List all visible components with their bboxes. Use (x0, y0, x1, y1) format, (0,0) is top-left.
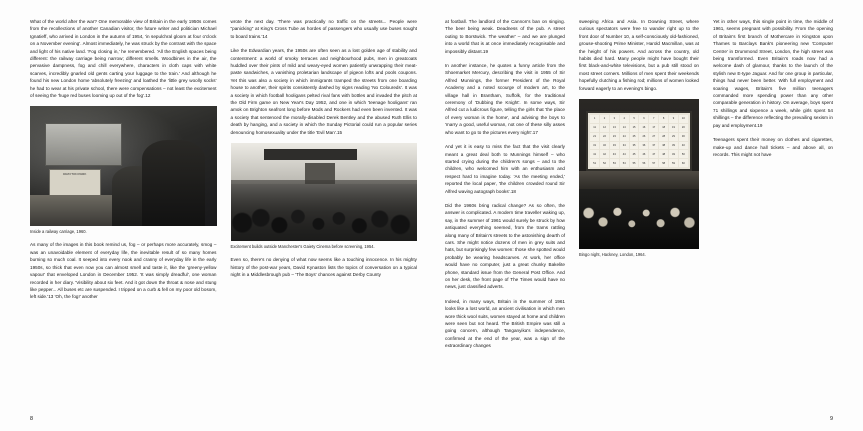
page-number-left: 8 (30, 416, 33, 422)
figure-caption: Inside a railway carriage, 1960. (30, 229, 87, 235)
right-column-1 (445, 18, 565, 404)
bingo-number: 14 (620, 124, 629, 132)
paragraph: What of the world after the war? One memorable view of Britain in the early 1950s comes from the recollections of another Canadian visitor, the future writer and politician Michael Ignatieff, who arrived in London in the autumn of 1954, 'in sepulchral gloom at four o'clock on a November evening'. Almost immediately, he was struck by the contrast with the space and light of his native land. 'Fog closing in,' he remembered. 'All the English spaces being different: the railway carriage being narrow; different smells. Woodbines in the air, the pervasive dampness, fog and chill everywhere, characters in cloth caps with white scarves, incredibly gnarled old gents carting your luggage to the train.' And although he found his new London home 'absolutely freezing' and loathed the 'little grey woolly socks' he had to wear at his private school, there were compensations – not least the excitement of seeing the 'huge red buses looming up out of the fog'.12 (30, 19, 217, 99)
right-page (431, 0, 863, 431)
bingo-number: 27 (649, 133, 658, 141)
bingo-number: 10 (679, 115, 688, 123)
paragraph: Like the Edwardian years, the 1950s are often seen as a lost golden age of stability and contentment: a world of smoky terraces and neighbourhood pubs, men in greatcoats huddled over their pints of mild and weary-eyed women patiently unwrapping their meat-paste sandwiches, a vanishing proletarian landscape of pigeon lofts and pools coupons. Yet this was also a society in which immigrants tramped the streets from one boarding house to another, their spirits consistently dashed by signs reading 'No Coloureds'. It was a society in which football hooligans pelted rival fans with bottles and invaded the pitch at the Old Firm game on New Year's Day 1952, and one in which 'teenage hooligans' ran amok on Brighton seafront long before Mods and Rockers had even been invented. It was a society that sentenced the morally-disabled Derek Bentley and the abused Ruth Ellis to death by hanging, and a society in which the Sunday Pictorial could run a popular series denouncing homosexuality under the title 'Evil Man'.15 (230, 48, 417, 135)
left-column-1 (30, 18, 217, 404)
bingo-number: 48 (659, 150, 668, 158)
page-number-right: 9 (830, 416, 833, 422)
bingo-number: 19 (669, 124, 678, 132)
bingo-number: 41 (590, 150, 599, 158)
paragraph: at football. The landlord of the Cannon's ban on singing. The beer being weak. Deadness of the pub. A street outing to Borstwick. The weather' – and we are plunged into a world that is at once immediately recognisable and impossibly distant.19 (445, 19, 565, 54)
bingo-number: 32 (600, 142, 609, 150)
bingo-number: 13 (610, 124, 619, 132)
bingo-number: 8 (659, 115, 668, 123)
bingo-number: 1 (590, 115, 599, 123)
bingo-number: 57 (649, 159, 658, 167)
right-column-2 (579, 18, 699, 404)
bingo-hall-photo (579, 99, 699, 249)
bingo-number: 26 (639, 133, 648, 141)
left-page (0, 0, 431, 431)
bingo-number: 2 (600, 115, 609, 123)
bingo-number: 40 (679, 142, 688, 150)
bingo-number: 15 (630, 124, 639, 132)
paragraph: Did the 1960s bring radical change? As so often, the answer is complicated. A modern time traveller waking up, say, in the summer of 1961 would surely be struck by how antiquated everything seemed, from the trams rattling along many of Britain's streets to the astonishing dearth of cars. She might notice dozens of men in grey suits and hats, but surprisingly few women: those she spotted would probably be wearing headscarves. At work, her office would have no computer, just a great chunky Bakelite phone, standard issue from the General Post Office. And on her desk, the front page of The Times would have no news, just classified adverts. (445, 202, 565, 290)
bingo-number: 42 (600, 150, 609, 158)
bingo-number: 59 (669, 159, 678, 167)
bingo-number: 43 (610, 150, 619, 158)
bingo-number: 35 (630, 142, 639, 150)
paragraph: Even so, there's no denying of what now seems like a touching innocence. In his mighty history of the post-war years, David Kynaston lists the topics of conversation on a typical night in a Middlesbrough pub – 'The Boys' chances against Derby County (230, 257, 417, 277)
bingo-number: 22 (600, 133, 609, 141)
paragraph: Teenagers spent their money on clothes and cigarettes, make-up and dance hall tickets – and above all, on records. This might not have (713, 137, 833, 157)
bingo-number: 30 (679, 133, 688, 141)
figure-caption: Bingo night, Hackney, London, 1964. (579, 252, 646, 258)
left-page-columns (30, 18, 417, 404)
left-column-2 (231, 18, 418, 404)
cinema-crowd-photo (231, 143, 418, 241)
bingo-number: 58 (659, 159, 668, 167)
carriage-poster: DRAYTON PARK (49, 169, 101, 200)
bingo-number: 17 (649, 124, 658, 132)
bingo-number: 5 (630, 115, 639, 123)
bingo-number: 49 (669, 150, 678, 158)
cinema-crowd-figure (231, 143, 418, 250)
paragraph: Yet in other ways, this single point in time, the middle of 1961, seems pregnant with possibility. From the opening of Britain's first branch of Mothercare in Kingston upon Thames to Barclays Bank's pioneering new 'Computer Centre' in Drummond Street, London, the high street was being transformed. Even Britain's roads now had a welcome dash of glamour, thanks to the launch of the stylish new E-type Jaguar. And for one group in particular, things had never been better. With full employment and soaring wages, Britain's five million teenagers commanded more spending power than any other comparable generation in history. On average, boys spent 71 shillings and sixpence a week, while girls spent 54 shillings – the difference reflecting the prevailing sexism in pay and employment.19 (713, 19, 833, 128)
bingo-number: 56 (639, 159, 648, 167)
bingo-number: 25 (630, 133, 639, 141)
bingo-number: 52 (600, 159, 609, 167)
bingo-number: 38 (659, 142, 668, 150)
bingo-number: 46 (639, 150, 648, 158)
right-page-columns (445, 18, 833, 404)
paragraph: And yet it is easy to miss the fact that the visit clearly meant a great deal both to Munnings himself – who started crying during the children's songs – and to the children, who welcomed him with an enthusiasm and respect hard to imagine today. 'As the meeting ended,' reported the local paper, 'the children crowded round Sir Alfred waving autograph books'.18 (445, 144, 565, 194)
bingo-number: 34 (620, 142, 629, 150)
paragraph: sweeping Africa and Asia. In Downing Street, where curious spectators were free to wander right up to the front door of Number 10, a self-consciously old-fashioned, grouse-shooting Prime Minister, Harold Macmillan, was at the height of his powers. And across the country, old habits died hard. Many people might have bought their first black-and-white televisions, but a pub still stood on most street corners. Millions of men spent their weekends hopefully clutching a fishing rod; millions of women looked forward eagerly to an evening's bingo. (579, 19, 699, 91)
bingo-number-board (586, 111, 692, 171)
railway-carriage-figure (30, 106, 217, 235)
bingo-number: 21 (590, 133, 599, 141)
bingo-number: 28 (659, 133, 668, 141)
right-column-3 (713, 18, 833, 404)
bingo-number: 12 (600, 124, 609, 132)
cinema-marquee (264, 149, 357, 160)
bingo-number: 4 (620, 115, 629, 123)
bingo-hall-figure (579, 99, 699, 258)
bingo-number: 29 (669, 133, 678, 141)
bingo-number: 39 (669, 142, 678, 150)
bingo-number: 6 (639, 115, 648, 123)
bingo-number: 37 (649, 142, 658, 150)
bingo-number: 53 (610, 159, 619, 167)
passenger-silhouette-a (142, 140, 205, 226)
bingo-number: 31 (590, 142, 599, 150)
carriage-window (45, 123, 122, 166)
bingo-number: 36 (639, 142, 648, 150)
crowd-heads (231, 180, 418, 241)
bingo-number: 45 (630, 150, 639, 158)
paragraph: Indeed, in many ways, Britain in the summer of 1961 looks like a lost world, an ancient civilisation in which men wore thick wool suits, women stayed at home and children were seen but not heard. The British Empire was still a going concern, although Tanganyika's independence, confirmed at the end of the year, was a sign of the extraordinary changes (445, 298, 565, 349)
bingo-number: 7 (649, 115, 658, 123)
bingo-number: 47 (649, 150, 658, 158)
paragraph: In another instance, he quotes a funny article from the Shoemarket Mercury, describing the visit in 1955 of Sir Alfred Munnings, the former President of the Royal Academy and a noted scourge of modern art, to the village hall in Brantham, Suffolk, for the traditional ceremony of 'Dubbing the Knight'. In some ways, Sir Alfred cut a ludicrous figure, telling the girls that 'the place of every woman is the home', and advising the boys to 'marry a good, useful woman, not one of these silly asses who want to go to the pictures every night'.17 (445, 63, 565, 135)
bingo-number: 20 (679, 124, 688, 132)
figure-caption: Excitement builds outside Manchester's Gaiety Cinema before screening, 1954. (230, 244, 375, 250)
railway-carriage-photo (30, 106, 217, 226)
bingo-audience (579, 189, 699, 249)
bingo-number: 3 (610, 115, 619, 123)
bingo-number: 51 (590, 159, 599, 167)
bingo-number: 60 (679, 159, 688, 167)
paragraph: wrote the next day. 'There was practically no traffic on the streets... People were "panicking" at King's Cross Tube as hordes of passengers who usually use buses sought to board trains.'14 (230, 19, 417, 39)
bingo-number: 50 (679, 150, 688, 158)
bingo-number: 24 (620, 133, 629, 141)
bingo-number: 23 (610, 133, 619, 141)
bingo-number: 9 (669, 115, 678, 123)
bingo-number: 44 (620, 150, 629, 158)
bingo-number: 55 (630, 159, 639, 167)
bingo-number: 11 (590, 124, 599, 132)
bingo-number: 54 (620, 159, 629, 167)
bingo-number: 16 (639, 124, 648, 132)
bingo-number: 18 (659, 124, 668, 132)
paragraph: As many of the images in this book remind us, fog – or perhaps more accurately, smog – was an unavoidable element of everyday life, the inevitable result of so many homes burning so much coal. It seeped into every nook and cranny of everyday life in the early 1950s, so thick that even now you can almost smell and taste it, like the 'greeny-yellow vapour' that enveloped London in December 1952. 'It was simply dreadful', one woman recorded in her diary. 'Visibility about six feet. And it got down the throat & nose and stung like pepper... All buses etc are suspended. I tripped on a curb & fell on my poor old bosom, left side.'13 'Oh, the fog!' another (30, 242, 217, 300)
bingo-number: 33 (610, 142, 619, 150)
